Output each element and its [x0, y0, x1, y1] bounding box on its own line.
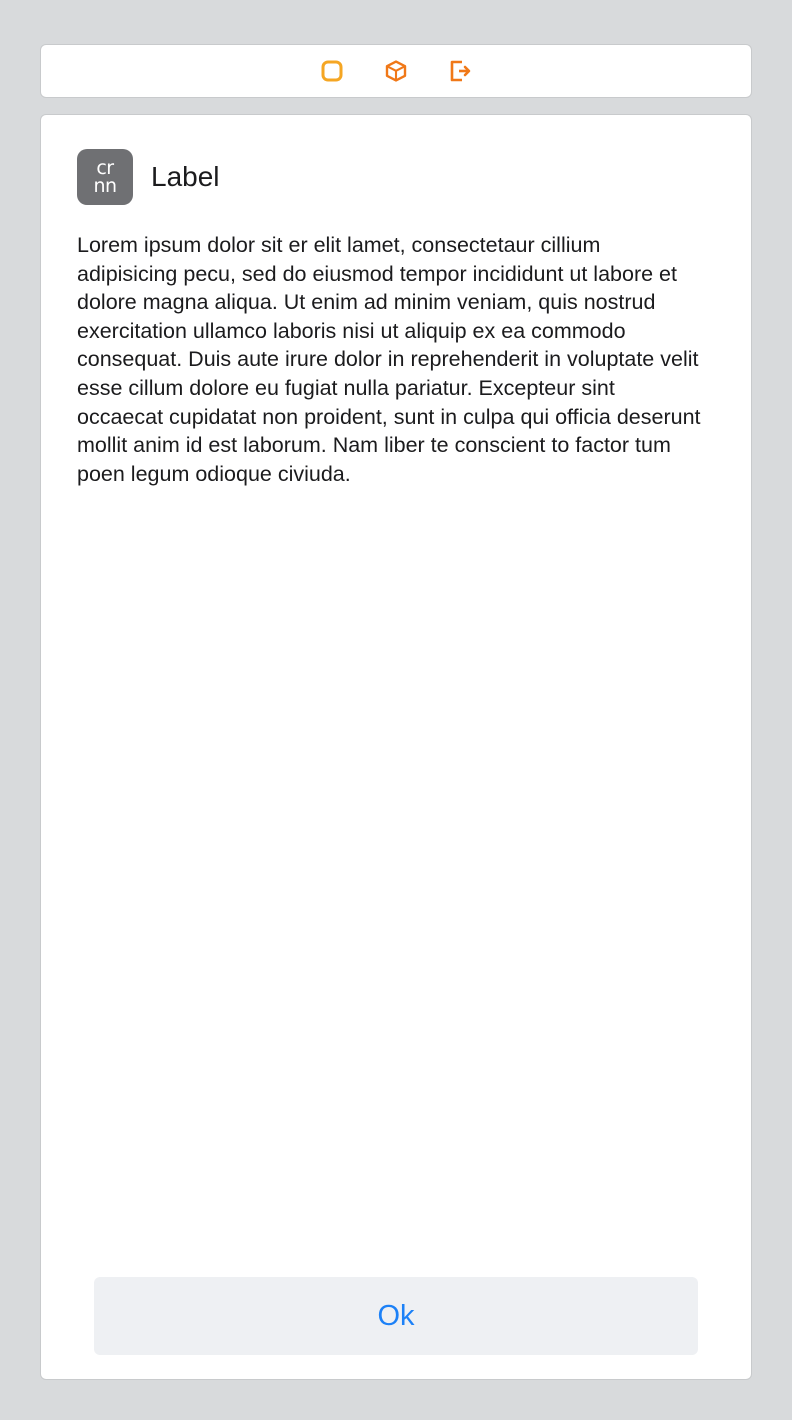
- cube-icon[interactable]: [383, 58, 409, 84]
- content-card: [40, 114, 752, 1380]
- avatar-line-2: nn: [93, 175, 117, 197]
- avatar: [77, 149, 133, 205]
- page-title: Label: [151, 161, 220, 192]
- body-paragraph: Lorem ipsum dolor sit er elit lamet, consectetaur cillium adipisicing pecu, sed do eiusmod tempor incididunt ut labore et dolore magna aliqua. Ut enim ad minim veniam, quis nostrud exercitation ullamco laboris nisi ut aliquip ex ea commodo consequat. Duis aute irure dolor in reprehenderit in voluptate velit esse cillum dolore eu fugiat nulla pariatur. Excepteur sint occaecat cupidatat non proident, sunt in culpa qui officia deserunt mollit anim id est laborum. Nam liber te conscient to factor tum poen legum odioque civiuda.: [77, 233, 701, 486]
- ok-button[interactable]: Ok: [94, 1277, 698, 1355]
- rounded-square-icon[interactable]: [319, 58, 345, 84]
- avatar-line-1: cr: [96, 156, 114, 179]
- top-toolbar: [40, 44, 752, 98]
- flexible-spacer: [77, 488, 715, 1277]
- export-icon[interactable]: [447, 58, 473, 84]
- card-header: [77, 149, 715, 205]
